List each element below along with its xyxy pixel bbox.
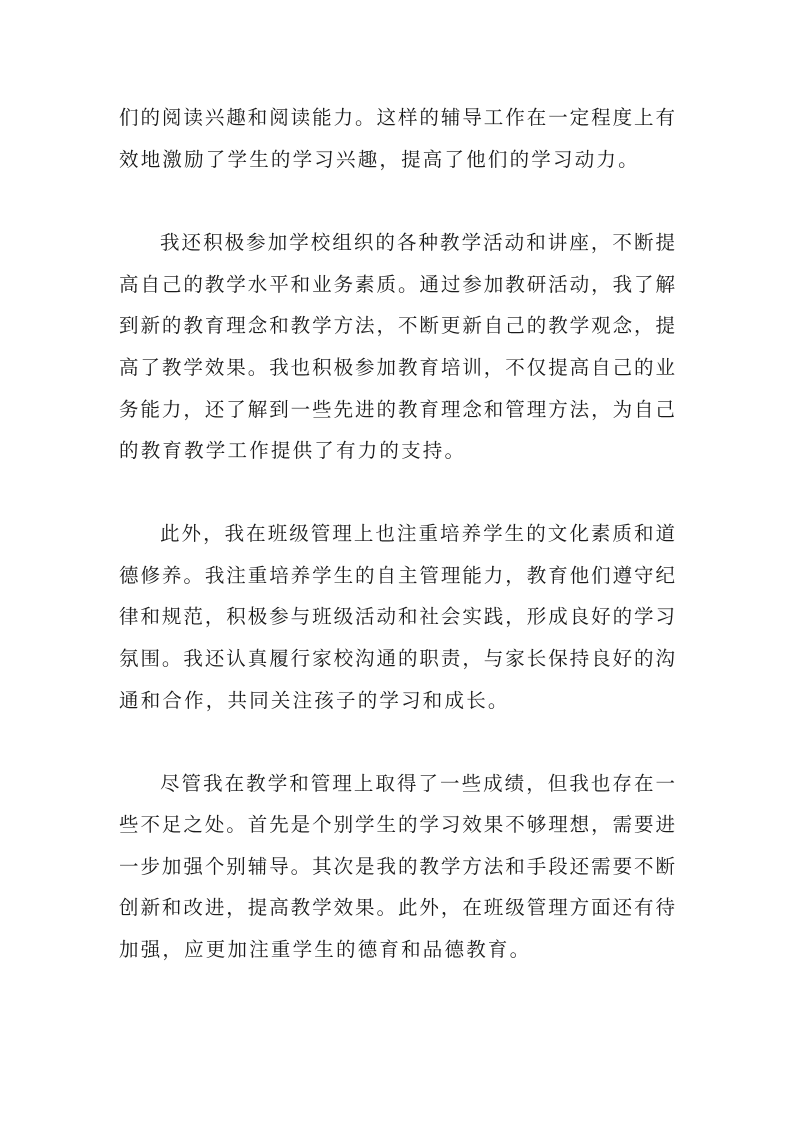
text-line: 些不足之处。首先是个别学生的学习效果不够理想，需要进 [119,813,675,836]
text-line: 德修养。我注重培养学生的自主管理能力，教育他们遵守纪 [119,564,675,587]
text-line: 的教育教学工作提供了有力的支持。 [119,439,467,462]
text-line: 此外，我在班级管理上也注重培养学生的文化素质和道 [160,522,675,545]
text-line: 律和规范，积极参与班级活动和社会实践，形成良好的学习 [119,605,675,628]
text-line: 到新的教育理念和教学方法，不断更新自己的教学观念，提 [119,314,675,337]
text-line: 效地激励了学生的学习兴趣，提高了他们的学习动力。 [119,148,640,171]
text-line: 务能力，还了解到一些先进的教育理念和管理方法，为自己 [119,398,675,421]
text-line: 高自己的教学水平和业务素质。通过参加教研活动，我了解 [119,273,675,296]
text-line: 通和合作，共同关注孩子的学习和成长。 [119,689,510,712]
text-line: 尽管我在教学和管理上取得了一些成绩，但我也存在一 [160,772,675,795]
text-line: 加强，应更加注重学生的德育和品德教育。 [119,938,532,961]
text-line: 创新和改进，提高教学效果。此外，在班级管理方面还有待 [119,896,675,919]
text-line: 我还积极参加学校组织的各种教学活动和讲座，不断提 [160,231,675,254]
text-line: 高了教学效果。我也积极参加教育培训，不仅提高自己的业 [119,356,675,379]
text-line: 氛围。我还认真履行家校沟通的职责，与家长保持良好的沟 [119,647,675,670]
text-line: 一步加强个别辅导。其次是我的教学方法和手段还需要不断 [119,855,675,878]
text-line: 们的阅读兴趣和阅读能力。这样的辅导工作在一定程度上有 [119,106,675,129]
